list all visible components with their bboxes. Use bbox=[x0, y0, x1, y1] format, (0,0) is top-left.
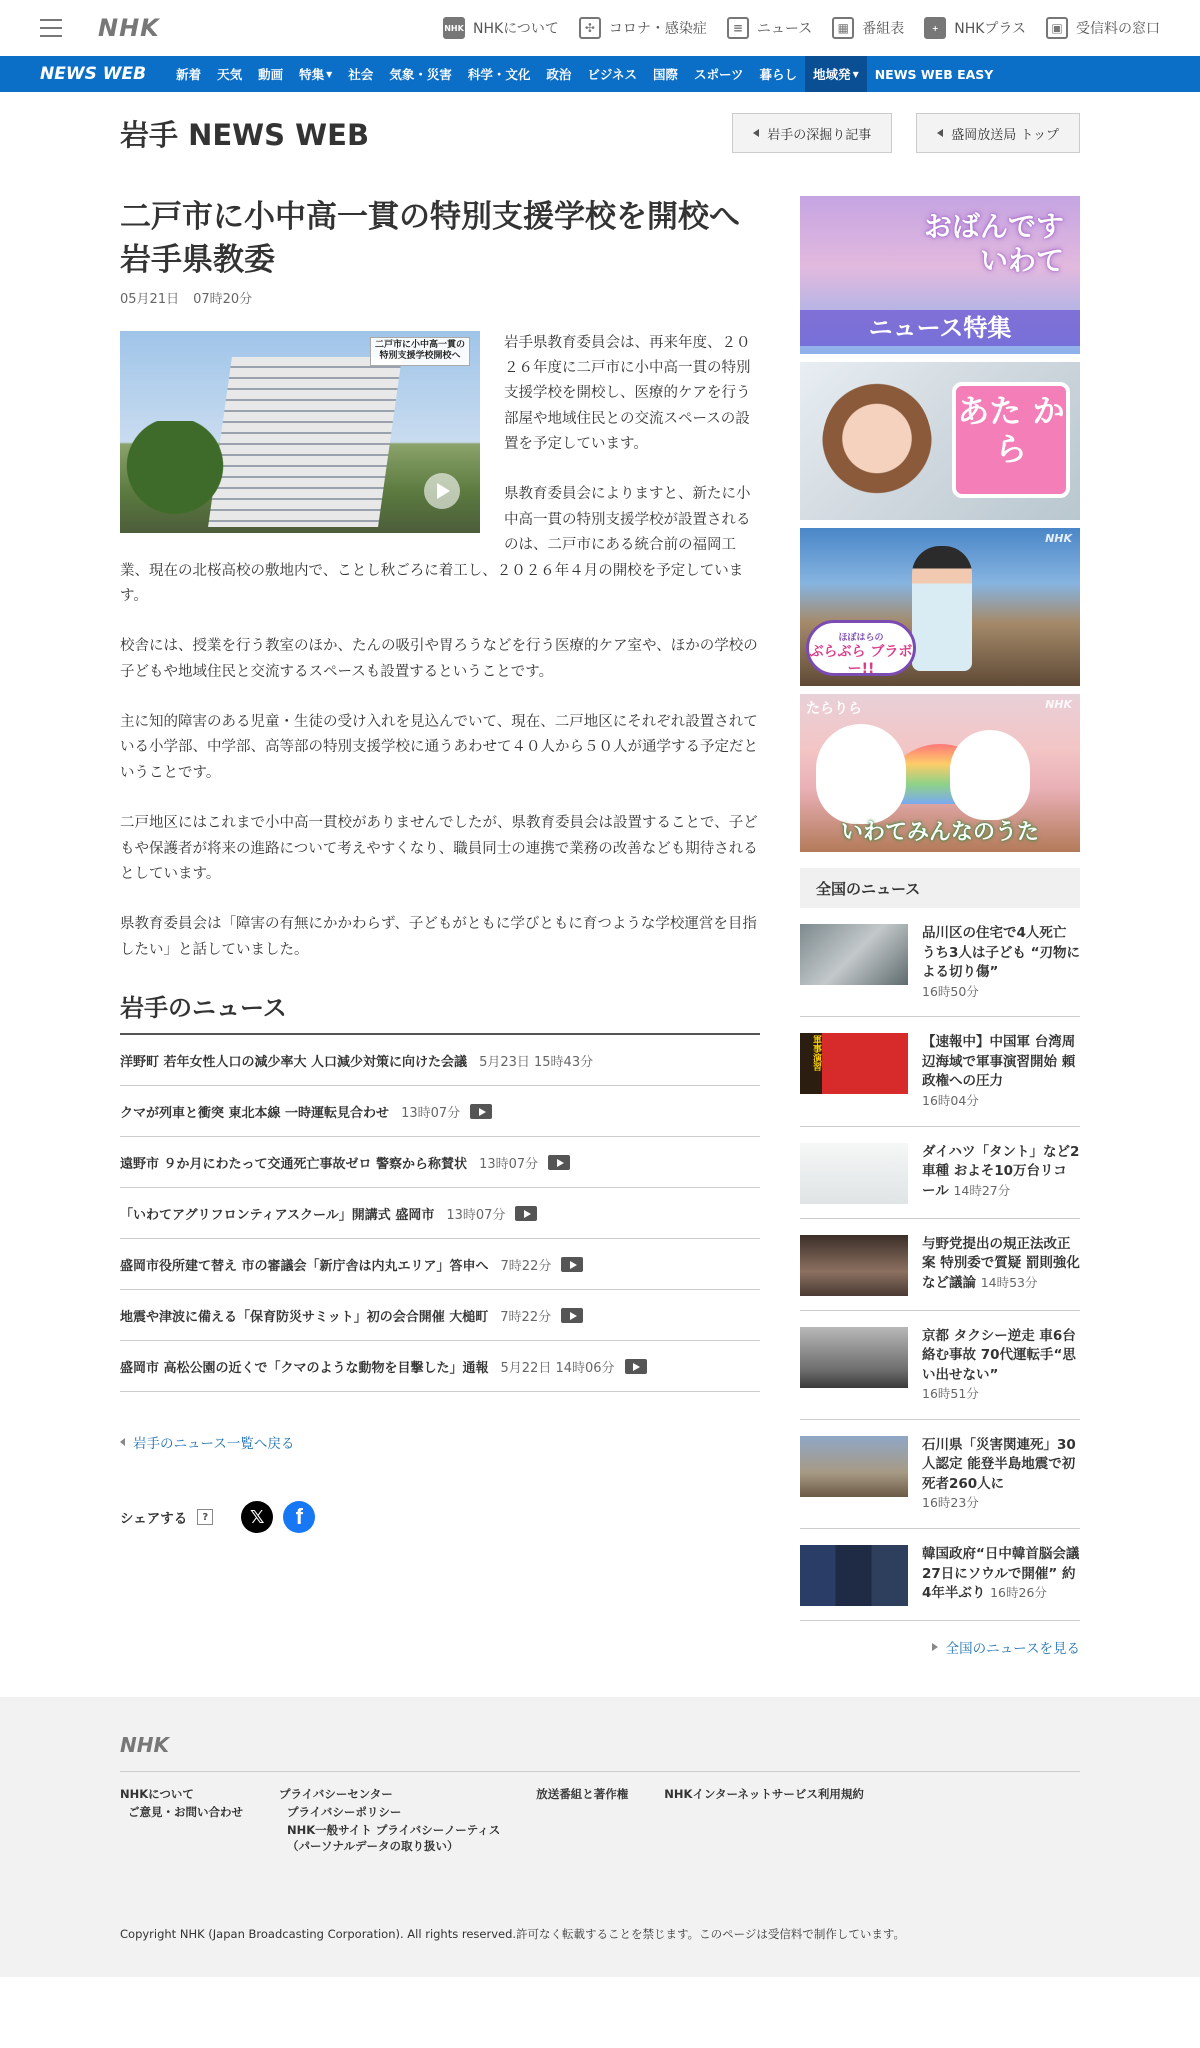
news-thumbnail bbox=[800, 1545, 908, 1606]
sidebar bbox=[800, 196, 1080, 1657]
footer-links bbox=[120, 1786, 1080, 1854]
national-news-item[interactable]: ダイハツ「タント」など2車種 およそ10万台リコール 14時27分 bbox=[800, 1127, 1080, 1219]
banner-iwate-minna-no-uta[interactable]: NHK たらりら いわてみんなのうた bbox=[800, 694, 1080, 852]
news-thumbnail bbox=[800, 1436, 908, 1497]
article-paragraph: 岩手県教育委員会は、再来年度、２０２６年度に二戸市に小中高一貫の特別支援学校を開校し、医療的ケアを行う部屋や地域住民との交流スペースの設置を予定しています。 bbox=[504, 334, 751, 453]
video-caption: 二戸市に小中高一貫の 特別支援学校開校へ bbox=[370, 337, 470, 366]
news-thumbnail bbox=[800, 1235, 908, 1296]
list-item[interactable]: クマが列車と衝突 東北本線 一時運転見合わせ 13時07分 bbox=[120, 1086, 760, 1137]
copyright: Copyright NHK (Japan Broadcasting Corporation). All rights reserved.許可なく転載することを禁じます。このページは受信料で制作しています。 bbox=[120, 1927, 905, 1941]
help-icon[interactable]: ? bbox=[197, 1509, 213, 1525]
nav-item-easy[interactable]: NEWS WEB EASY bbox=[874, 66, 994, 82]
window-icon: ▣ bbox=[1046, 17, 1068, 39]
nav-item-politics[interactable]: 政治 bbox=[546, 67, 572, 82]
top-links bbox=[443, 17, 1160, 39]
link-news[interactable]: ≡ ニュース bbox=[727, 17, 812, 39]
list-item[interactable]: 洋野町 若年女性人口の減少率大 人口減少対策に向けた会議 5月23日 15時43分 bbox=[120, 1035, 760, 1086]
footer-link-copyright[interactable]: 放送番組と著作権 bbox=[536, 1787, 629, 1801]
footer-nhk-logo[interactable]: NHK bbox=[120, 1733, 1080, 1772]
link-nhk-plus[interactable]: + NHKプラス bbox=[924, 17, 1026, 39]
article-paragraph: 県教育委員会は「障害の有無にかかわらず、子どもがともに学びともに育つような学校運営を目指したい」と話していました。 bbox=[120, 916, 757, 958]
play-icon[interactable] bbox=[424, 473, 460, 509]
footer-link-contact[interactable]: ご意見・お問い合わせ bbox=[128, 1805, 243, 1819]
person-image bbox=[912, 546, 972, 671]
back-to-local-news-link[interactable]: 岩手のニュース一覧へ戻る bbox=[120, 1432, 760, 1452]
link-program-guide[interactable]: ▦ 番組表 bbox=[832, 17, 904, 39]
national-news-item[interactable]: 品川区の住宅で4人死亡 うち3人は子ども “刃物による切り傷” 16時50分 bbox=[800, 908, 1080, 1017]
article-paragraph: 県教育委員会によりますと、新たに小中高一貫の特別支援学校が設置されるのは、二戸市にある統合前の福岡工業、現在の北桜高校の敷地内で、ことし秋ごろに着工し、２０２６年４月の開校を予定しています。 bbox=[120, 486, 751, 604]
nav-item-life[interactable]: 暮らし bbox=[759, 67, 798, 82]
nav-item-weather[interactable]: 天気 bbox=[217, 67, 243, 82]
deep-dive-button[interactable]: 岩手の深掘り記事 bbox=[732, 113, 892, 153]
top-header bbox=[0, 0, 1200, 56]
see-national-news-link[interactable]: 全国のニュースを見る bbox=[800, 1637, 1080, 1657]
grid-icon: ▦ bbox=[832, 17, 854, 39]
footer-link-terms[interactable]: NHKインターネットサービス利用規約 bbox=[664, 1787, 864, 1801]
video-icon bbox=[548, 1155, 570, 1170]
menu-icon[interactable] bbox=[40, 19, 62, 37]
article-video[interactable] bbox=[120, 331, 480, 533]
news-icon: ≡ bbox=[727, 17, 749, 39]
nav-item-new[interactable]: 新着 bbox=[176, 67, 202, 82]
character-image bbox=[950, 730, 1030, 820]
person-image bbox=[822, 380, 932, 510]
page-container bbox=[120, 92, 1080, 1657]
local-news-list bbox=[120, 1035, 760, 1392]
nhk-logo[interactable]: NHK bbox=[98, 14, 160, 42]
nhk-icon: NHK bbox=[443, 17, 465, 39]
nav-item-features[interactable]: 特集 ▼ bbox=[299, 67, 333, 82]
nav-item-international[interactable]: 国際 bbox=[653, 67, 679, 82]
nhk-watermark: NHK bbox=[1045, 698, 1072, 711]
content bbox=[120, 196, 1080, 1657]
national-news-title: 全国のニュース bbox=[800, 868, 1080, 908]
list-item[interactable]: 盛岡市 高松公園の近くで「クマのような動物を目撃した」通報 5月22日 14時06分 bbox=[120, 1341, 760, 1392]
nhk-watermark: NHK bbox=[1045, 532, 1072, 545]
national-news-item[interactable]: 与野党提出の規正法改正案 特別委で質疑 罰則強化など議論 14時53分 bbox=[800, 1219, 1080, 1311]
arrow-left-icon bbox=[120, 1438, 125, 1446]
article-paragraph: 校舎には、授業を行う教室のほか、たんの吸引や胃ろうなどを行う医療的ケア室や、ほかの学校の子どもや地域住民と交流するスペースも設置するということです。 bbox=[120, 638, 758, 680]
news-thumbnail: 軍事演習 bbox=[800, 1033, 908, 1094]
main-nav bbox=[0, 56, 1200, 92]
local-buttons bbox=[732, 113, 1080, 153]
news-thumbnail bbox=[800, 1143, 908, 1204]
video-icon bbox=[561, 1257, 583, 1272]
nhk-plus-icon: + bbox=[924, 17, 946, 39]
banner-atakara[interactable]: あた から bbox=[800, 362, 1080, 520]
x-share-icon[interactable]: 𝕏 bbox=[241, 1501, 273, 1533]
facebook-share-icon[interactable]: f bbox=[283, 1501, 315, 1533]
article-title: 二戸市に小中高一貫の特別支援学校を開校へ 岩手県教委 bbox=[120, 199, 740, 278]
arrow-left-icon bbox=[753, 129, 759, 137]
share-label: シェアする bbox=[120, 1511, 188, 1528]
link-license-fee[interactable]: ▣ 受信料の窓口 bbox=[1046, 17, 1160, 39]
national-news-item[interactable]: 石川県「災害関連死」30人認定 能登半島地震で初 死者260人に 16時23分 bbox=[800, 1420, 1080, 1529]
article-body bbox=[120, 331, 760, 964]
banner-obandesu-iwate[interactable]: おばんです いわて ニュース特集 bbox=[800, 196, 1080, 354]
nav-item-science[interactable]: 科学・文化 bbox=[467, 67, 531, 82]
local-title: 岩手 NEWS WEB bbox=[120, 117, 370, 152]
local-header bbox=[120, 92, 1080, 170]
virus-icon: ✣ bbox=[579, 17, 601, 39]
list-item[interactable]: 遠野市 ９か月にわたって交通死亡事故ゼロ 警察から称賛状 13時07分 bbox=[120, 1137, 760, 1188]
list-item[interactable]: 盛岡市役所建て替え 市の審議会「新庁舎は内丸エリア」答申へ 7時22分 bbox=[120, 1239, 760, 1290]
character-image bbox=[816, 724, 906, 824]
list-item[interactable]: 「いわてアグリフロンティアスクール」開講式 盛岡市 13時07分 bbox=[120, 1188, 760, 1239]
station-top-button[interactable]: 盛岡放送局 トップ bbox=[916, 113, 1080, 153]
banner-burabura-bravo[interactable]: NHK ほぼはらの ぶらぶら ブラボー!! bbox=[800, 528, 1080, 686]
arrow-left-icon bbox=[937, 129, 943, 137]
nav-item-business[interactable]: ビジネス bbox=[587, 67, 637, 82]
article-date: 05月21日 07時20分 bbox=[120, 291, 253, 307]
link-corona[interactable]: ✣ コロナ・感染症 bbox=[579, 17, 707, 39]
local-news-title: 岩手のニュース bbox=[120, 988, 760, 1035]
link-about-nhk[interactable]: NHK NHKについて bbox=[443, 17, 559, 39]
national-news-item[interactable]: 軍事演習 【速報中】中国軍 台湾周辺海域で軍事演習開始 頼政権への圧力 16時04分 bbox=[800, 1017, 1080, 1126]
national-news-item[interactable]: 京都 タクシー逆走 車6台絡む事故 70代運転手“思い出せない” 16時51分 bbox=[800, 1311, 1080, 1420]
arrow-right-icon bbox=[932, 1643, 938, 1651]
nav-item-regional[interactable]: 地域発 ▼ bbox=[805, 56, 867, 92]
news-thumbnail bbox=[800, 1327, 908, 1388]
video-icon bbox=[561, 1308, 583, 1323]
nav-item-society[interactable]: 社会 bbox=[348, 67, 374, 82]
main-column bbox=[120, 196, 760, 1657]
national-news-item[interactable]: 韓国政府“日中韓首脳会議 27日にソウルで開催” 約4年半ぶり 16時26分 bbox=[800, 1529, 1080, 1621]
article-paragraph: 主に知的障害のある児童・生徒の受け入れを見込んでいて、現在、二戸地区にそれぞれ設置されている小学部、中学部、高等部の特別支援学校に通うあわせて４０人から５０人が通学する予定だということです。 bbox=[120, 714, 758, 781]
video-icon bbox=[515, 1206, 537, 1221]
news-web-logo[interactable]: NEWS WEB bbox=[40, 64, 147, 84]
nav-item-video[interactable]: 動画 bbox=[258, 67, 284, 82]
article-paragraph: 二戸地区にはこれまで小中高一貫校がありませんでしたが、県教育委員会は設置することで、子どもや保護者が将来の進路について考えやすくなり、職員同士の連携で業務の改善なども期待されるとしています。 bbox=[120, 815, 758, 882]
footer-link-about[interactable]: NHKについて bbox=[120, 1787, 194, 1801]
caret-down-icon: ▼ bbox=[852, 69, 859, 79]
tree-image bbox=[120, 421, 230, 533]
footer bbox=[0, 1697, 1200, 1977]
video-icon bbox=[625, 1359, 647, 1374]
list-item[interactable]: 地震や津波に備える「保育防災サミット」初の会合開催 大槌町 7時22分 bbox=[120, 1290, 760, 1341]
share-bar bbox=[120, 1492, 760, 1542]
footer-link-privacy-notice[interactable]: NHK一般サイト プライバシーノーティス （パーソナルデータの取り扱い） bbox=[287, 1823, 501, 1853]
video-icon bbox=[470, 1104, 492, 1119]
nav-item-disaster[interactable]: 気象・災害 bbox=[389, 67, 452, 82]
footer-link-privacy-center[interactable]: プライバシーセンター bbox=[279, 1787, 393, 1801]
news-thumbnail bbox=[800, 924, 908, 985]
footer-link-privacy-policy[interactable]: プライバシーポリシー bbox=[287, 1805, 402, 1819]
nav-item-sports[interactable]: スポーツ bbox=[694, 67, 744, 82]
building-image bbox=[208, 357, 402, 527]
caret-down-icon: ▼ bbox=[326, 69, 333, 79]
